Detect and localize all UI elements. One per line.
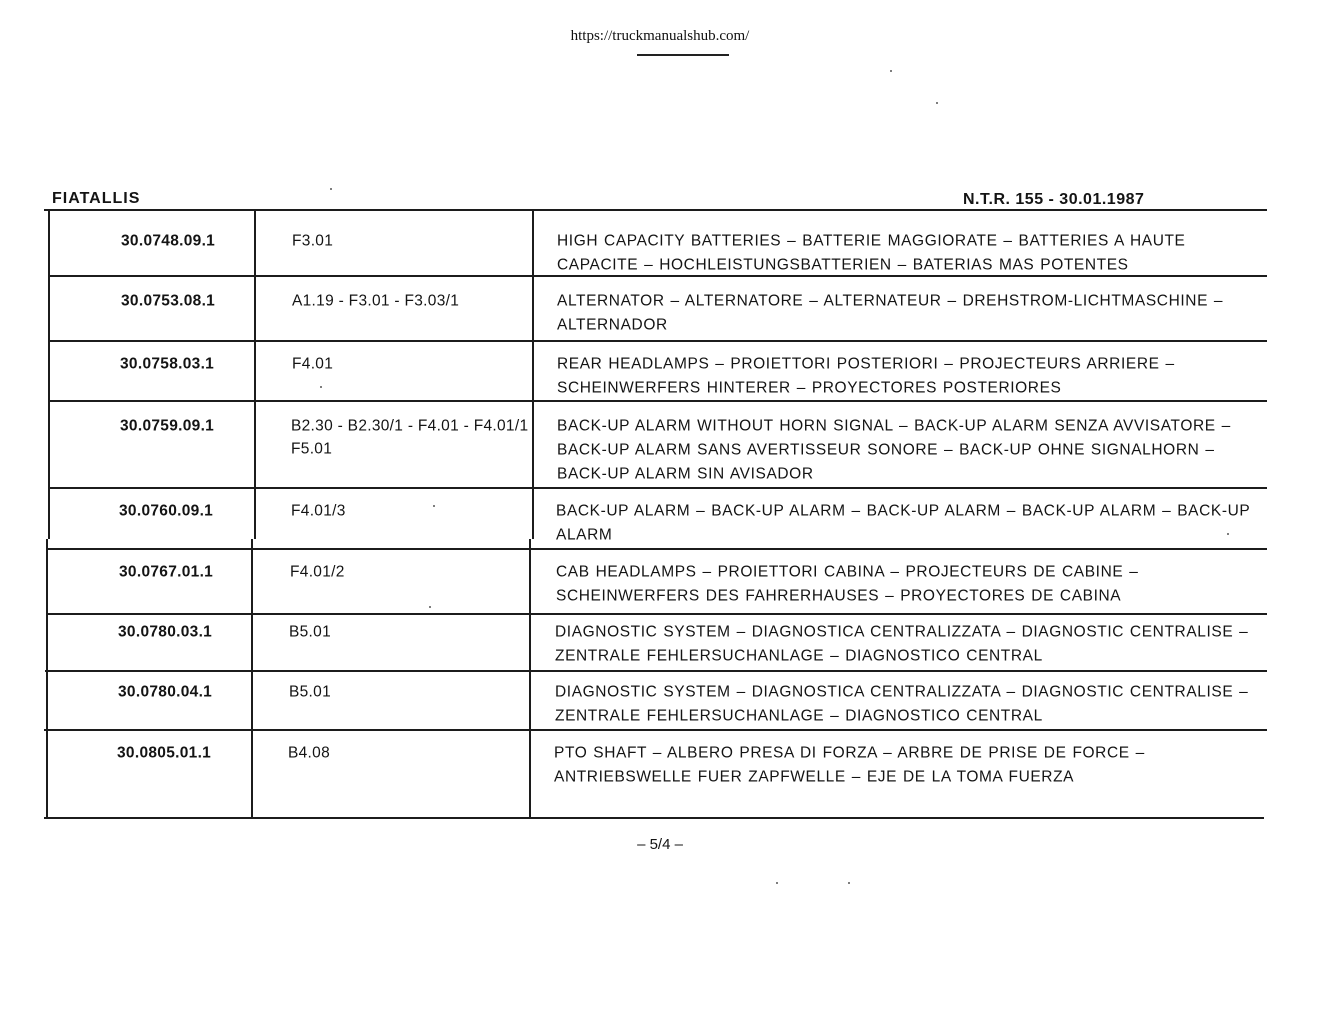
table-rule bbox=[48, 487, 1267, 489]
scan-speck bbox=[1227, 533, 1229, 535]
source-url: https://truckmanualshub.com/ bbox=[570, 28, 750, 44]
part-description: HIGH CAPACITY BATTERIES – BATTERIE MAGGIORATE – BATTERIES A HAUTE CAPACITE – HOCHLEISTUNGSBATTERIEN – BATERIAS MAS POTENTES bbox=[557, 232, 1186, 274]
part-code: 30.0767.01.1 bbox=[119, 563, 214, 581]
url-underline bbox=[637, 54, 729, 56]
table-rule bbox=[45, 670, 1267, 672]
part-code: 30.0780.04.1 bbox=[118, 683, 213, 701]
table-rule bbox=[46, 539, 48, 819]
figure-reference: F3.01 bbox=[292, 232, 334, 250]
figure-reference: B5.01 bbox=[289, 623, 332, 641]
part-code: 30.0753.08.1 bbox=[121, 292, 216, 310]
table-rule bbox=[48, 400, 1267, 402]
table-rule bbox=[251, 539, 253, 819]
parts-table bbox=[44, 209, 1267, 821]
table-rule bbox=[48, 209, 50, 539]
part-description: DIAGNOSTIC SYSTEM – DIAGNOSTICA CENTRALIZZATA – DIAGNOSTIC CENTRALISE – ZENTRALE FEHLERSUCHANLAGE – DIAGNOSTICO CENTRAL bbox=[555, 683, 1249, 725]
part-code: 30.0805.01.1 bbox=[117, 744, 212, 762]
table-rule bbox=[44, 209, 1267, 211]
table-rule bbox=[46, 613, 1267, 615]
figure-reference: B5.01 bbox=[289, 683, 332, 701]
part-code: 30.0780.03.1 bbox=[118, 623, 213, 641]
figure-reference: A1.19 - F3.01 - F3.03/1 bbox=[292, 292, 460, 310]
figure-reference: F5.01 bbox=[291, 440, 333, 458]
part-code: 30.0758.03.1 bbox=[120, 355, 215, 373]
scan-speck bbox=[433, 505, 435, 507]
scan-speck bbox=[330, 188, 332, 190]
document-reference: N.T.R. 155 - 30.01.1987 bbox=[963, 191, 1145, 208]
figure-reference: B2.30 - B2.30/1 - F4.01 - F4.01/1 bbox=[291, 417, 529, 435]
figure-reference: F4.01/2 bbox=[290, 563, 345, 581]
part-description: PTO SHAFT – ALBERO PRESA DI FORZA – ARBRE DE PRISE DE FORCE – ANTRIEBSWELLE FUER ZAPFWELLE – EJE DE LA TOMA FUERZA bbox=[554, 744, 1145, 786]
table-rule bbox=[47, 548, 1267, 550]
page-number: – 5/4 – bbox=[637, 836, 683, 853]
figure-reference: F4.01/3 bbox=[291, 502, 346, 520]
part-description: REAR HEADLAMPS – PROIETTORI POSTERIORI – PROJECTEURS ARRIERE – SCHEINWERFERS HINTERER – PROYECTORES POSTERIORES bbox=[557, 355, 1175, 397]
part-description: ALTERNATOR – ALTERNATORE – ALTERNATEUR – DREHSTROM-LICHTMASCHINE – ALTERNADOR bbox=[557, 292, 1224, 334]
table-rule bbox=[532, 209, 534, 539]
part-code: 30.0760.09.1 bbox=[119, 502, 214, 520]
scan-speck bbox=[776, 882, 778, 884]
scan-speck bbox=[890, 70, 892, 72]
table-rule bbox=[44, 817, 1264, 819]
part-code: 30.0748.09.1 bbox=[121, 232, 216, 250]
part-code: 30.0759.09.1 bbox=[120, 417, 215, 435]
scan-speck bbox=[320, 386, 322, 388]
part-description: CAB HEADLAMPS – PROIETTORI CABINA – PROJECTEURS DE CABINE – SCHEINWERFERS DES FAHRERHAUSES – PROYECTORES DE CABINA bbox=[556, 563, 1139, 605]
scan-speck bbox=[936, 102, 938, 104]
table-rule bbox=[529, 539, 531, 819]
table-rule bbox=[48, 340, 1267, 342]
table-rule bbox=[44, 729, 1267, 731]
scan-speck bbox=[848, 882, 850, 884]
figure-reference: B4.08 bbox=[288, 744, 331, 762]
company-name: FIATALLIS bbox=[52, 190, 141, 207]
figure-reference: F4.01 bbox=[292, 355, 334, 373]
table-rule bbox=[254, 209, 256, 539]
part-description: DIAGNOSTIC SYSTEM – DIAGNOSTICA CENTRALIZZATA – DIAGNOSTIC CENTRALISE – ZENTRALE FEHLERSUCHANLAGE – DIAGNOSTICO CENTRAL bbox=[555, 623, 1249, 665]
scan-speck bbox=[429, 606, 431, 608]
part-description: BACK-UP ALARM – BACK-UP ALARM – BACK-UP ALARM – BACK-UP ALARM – BACK-UP ALARM bbox=[556, 502, 1251, 544]
part-description: BACK-UP ALARM WITHOUT HORN SIGNAL – BACK-UP ALARM SENZA AVVISATORE – BACK-UP ALARM SANS AVERTISSEUR SONORE – BACK-UP OHNE SIGNALHORN – BACK-UP ALARM SIN AVISADOR bbox=[557, 417, 1231, 483]
